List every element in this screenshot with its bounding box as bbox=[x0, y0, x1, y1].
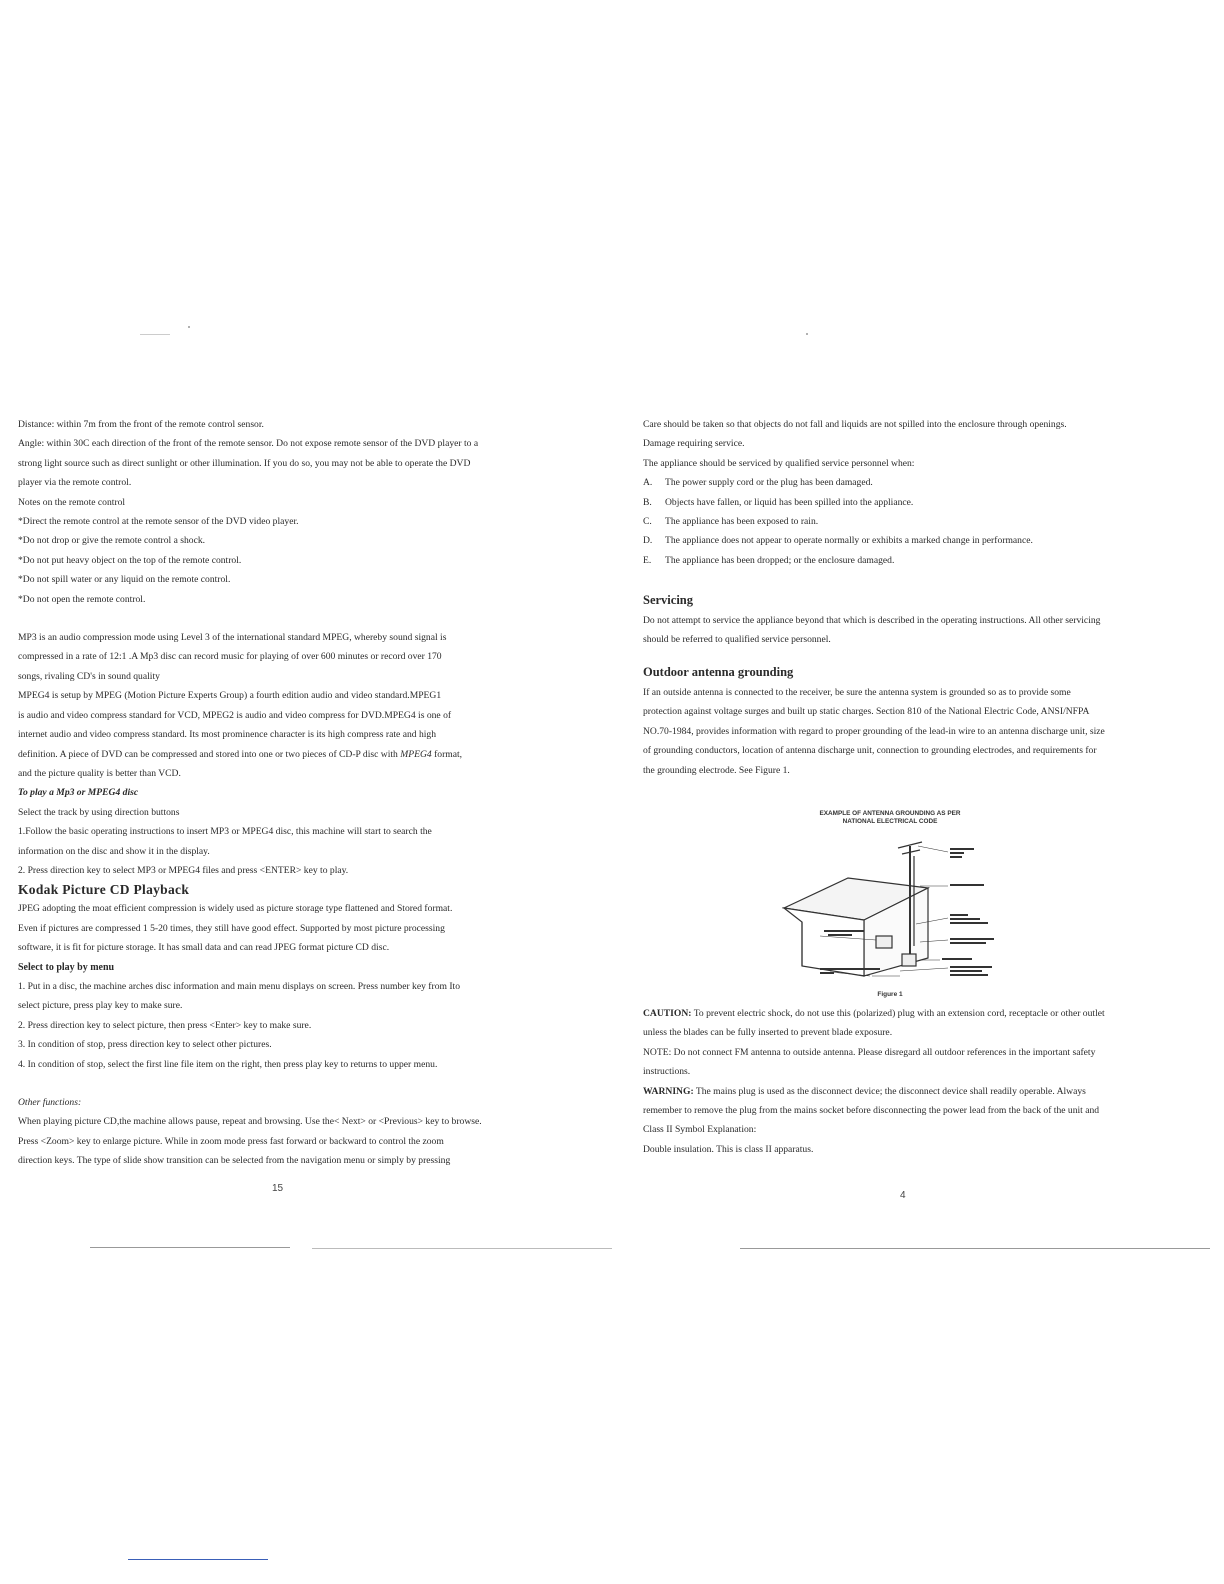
antenna-line: If an outside antenna is connected to the receiver, be sure the antenna system is grounded so as to provide some bbox=[643, 686, 1071, 698]
servicing-line: Do not attempt to service the appliance beyond that which is described in the operating instructions. All other servicing bbox=[643, 614, 1101, 626]
warning-line: remember to remove the plug from the mains socket before disconnecting the power lead from the back of the unit and bbox=[643, 1105, 1100, 1117]
left-page-column bbox=[18, 415, 598, 1171]
remote-range-line: Angle: within 30C each direction of the front of the remote sensor. Do not expose remote sensor of the DVD player to a bbox=[18, 438, 479, 450]
paragraph-gap bbox=[18, 609, 598, 628]
care-line: Care should be taken so that objects do not fall and liquids are not spilled into the enclosure through openings. bbox=[643, 419, 1067, 430]
service-list-item bbox=[643, 512, 1203, 531]
caution-text: To prevent electric shock, do not use this (polarized) plug with an extension cord, receptacle or other outlet bbox=[691, 1008, 1105, 1019]
select-line: 1. Put in a disc, the machine arches disc information and main menu displays on screen. Press number key from Ito bbox=[18, 980, 461, 992]
scan-line bbox=[90, 1247, 290, 1248]
list-text: Objects have fallen, or liquid has been spilled into the appliance. bbox=[665, 496, 914, 508]
scan-line bbox=[128, 1559, 268, 1560]
play-line: Select the track by using direction buttons bbox=[18, 806, 180, 818]
service-list-item bbox=[643, 493, 1203, 512]
select-line: 3. In condition of stop, press direction key to select other pictures. bbox=[18, 1039, 272, 1051]
play-line: information on the disc and show it in the display. bbox=[18, 845, 210, 857]
select-line: select picture, press play key to make sure. bbox=[18, 1000, 183, 1012]
mp3-line: and the picture quality is better than VCD. bbox=[18, 767, 181, 779]
caution-line: unless the blades can be fully inserted to prevent blade exposure. bbox=[643, 1027, 893, 1039]
mp3-line: is audio and video compress standard for VCD, MPEG2 is audio and video compress for DVD.MPEG4 is one of bbox=[18, 709, 452, 721]
mp3-line: internet audio and video compress standard. Its most prominence character is its high compress rate and high bbox=[18, 729, 437, 741]
kodak-line: Even if pictures are compressed 1 5-20 times, they still have good effect. Supported by most picture processing bbox=[18, 922, 445, 934]
list-letter: A. bbox=[643, 477, 653, 489]
caution-line bbox=[643, 1004, 1203, 1023]
remote-range-line: Distance: within 7m from the front of the remote control sensor. bbox=[18, 419, 264, 430]
servicing-heading: Servicing bbox=[643, 593, 693, 608]
list-letter: B. bbox=[643, 496, 652, 508]
service-list-item bbox=[643, 473, 1203, 492]
note-line: instructions. bbox=[643, 1066, 691, 1078]
figure-caption: Figure 1 bbox=[877, 991, 903, 998]
remote-notes-line: *Do not drop or give the remote control a shock. bbox=[18, 535, 206, 547]
paragraph-gap bbox=[18, 1074, 598, 1093]
mp3-line-end: format, bbox=[431, 748, 463, 760]
list-text: The appliance has been exposed to rain. bbox=[665, 516, 819, 528]
warning-line: Class II Symbol Explanation: bbox=[643, 1124, 757, 1136]
remote-notes-line: *Do not open the remote control. bbox=[18, 593, 146, 605]
mp3-line: compressed in a rate of 12:1 .A Mp3 disc can record music for playing of over 600 minutes or record over 170 bbox=[18, 651, 442, 663]
list-letter: D. bbox=[643, 535, 653, 547]
list-text: The appliance does not appear to operate normally or exhibits a marked change in performance. bbox=[665, 535, 1033, 547]
warning-line bbox=[643, 1082, 1203, 1101]
select-line: 4. In condition of stop, select the first line file item on the right, then press play key to returns to upper menu. bbox=[18, 1058, 438, 1070]
play-line: 1.Follow the basic operating instructions to insert MP3 or MPEG4 disc, this machine will start to search the bbox=[18, 826, 432, 838]
warning-text: The mains plug is used as the disconnect device; the disconnect device shall readily operable. Always bbox=[693, 1085, 1086, 1097]
mp3-line: songs, rivaling CD's in sound quality bbox=[18, 670, 160, 682]
mp3-line: MP3 is an audio compression mode using Level 3 of the international standard MPEG, whereby sound signal is bbox=[18, 632, 447, 644]
select-line: 2. Press direction key to select picture, then press <Enter> key to make sure. bbox=[18, 1019, 312, 1031]
mp3-line bbox=[18, 745, 598, 764]
servicing-line: should be referred to qualified service personnel. bbox=[643, 634, 831, 646]
warning-label: WARNING: bbox=[643, 1085, 694, 1097]
scan-speck bbox=[188, 326, 190, 328]
list-text: The power supply cord or the plug has been damaged. bbox=[665, 477, 873, 489]
care-line: Damage requiring service. bbox=[643, 438, 745, 450]
kodak-line: software, it is fit for picture storage. It has small data and can read JPEG format picture CD disc. bbox=[18, 942, 390, 954]
kodak-heading: Kodak Picture CD Playback bbox=[18, 882, 190, 898]
list-letter: C. bbox=[643, 516, 652, 528]
remote-notes-line: *Do not spill water or any liquid on the remote control. bbox=[18, 574, 231, 586]
figure-title: EXAMPLE OF ANTENNA GROUNDING AS PER bbox=[819, 810, 961, 817]
list-text: The appliance has been dropped; or the enclosure damaged. bbox=[665, 554, 895, 566]
kodak-line: JPEG adopting the moat efficient compression is widely used as picture storage type flattened and Stored format. bbox=[18, 903, 453, 915]
other-line: direction keys. The type of slide show transition can be selected from the navigation menu or simply by pressing bbox=[18, 1155, 451, 1167]
remote-notes-line: *Do not put heavy object on the top of the remote control. bbox=[18, 554, 242, 566]
antenna-line: NO.70-1984, provides information with regard to proper grounding of the lead-in wire to an antenna discharge unit, size bbox=[643, 725, 1105, 737]
remote-range-line: player via the remote control. bbox=[18, 477, 132, 489]
right-page-number: 4 bbox=[900, 1190, 906, 1201]
remote-notes-line: *Direct the remote control at the remote sensor of the DVD video player. bbox=[18, 516, 299, 528]
list-letter: E. bbox=[643, 554, 652, 566]
caution-label: CAUTION: bbox=[643, 1008, 692, 1019]
service-list-item bbox=[643, 531, 1203, 550]
mp3-line: MPEG4 is setup by MPEG (Motion Picture Experts Group) a fourth edition audio and video standard.MPEG1 bbox=[18, 690, 442, 702]
scan-line bbox=[740, 1248, 1210, 1249]
other-functions-heading: Other functions: bbox=[18, 1097, 82, 1108]
house-antenna-diagram bbox=[780, 826, 1000, 986]
right-page-lower bbox=[643, 1004, 1203, 1159]
scan-line bbox=[312, 1248, 612, 1249]
paragraph-gap bbox=[643, 649, 1203, 663]
other-line: Press <Zoom> key to enlarge picture. While in zoom mode press fast forward or backward to control the zoom bbox=[18, 1135, 444, 1147]
scan-speck bbox=[806, 333, 808, 335]
service-list-item bbox=[643, 551, 1203, 570]
play-line: 2. Press direction key to select MP3 or MPEG4 files and press <ENTER> key to play. bbox=[18, 864, 349, 876]
note-line: NOTE: Do not connect FM antenna to outside antenna. Please disregard all outdoor references in the important safety bbox=[643, 1046, 1096, 1058]
antenna-line: protection against voltage surges and built up static charges. Section 810 of the National Electric Code, ANSI/NFPA bbox=[643, 706, 1090, 718]
antenna-line: the grounding electrode. See Figure 1. bbox=[643, 764, 790, 776]
play-mp3-heading: To play a Mp3 or MPEG4 disc bbox=[18, 787, 139, 799]
warning-line: Double insulation. This is class II apparatus. bbox=[643, 1143, 814, 1155]
select-menu-heading: Select to play by menu bbox=[18, 961, 115, 973]
care-line: The appliance should be serviced by qualified service personnel when: bbox=[643, 457, 915, 469]
mp3-line-italic: MPEG4 bbox=[400, 748, 432, 760]
antenna-line: of grounding conductors, location of antenna discharge unit, connection to grounding electrodes, and requirements for bbox=[643, 745, 1097, 757]
antenna-grounding-figure bbox=[780, 810, 1000, 1000]
right-page-column bbox=[643, 415, 1203, 780]
left-page-number: 15 bbox=[272, 1183, 284, 1194]
antenna-heading: Outdoor antenna grounding bbox=[643, 665, 794, 680]
remote-notes-line: Notes on the remote control bbox=[18, 496, 126, 508]
scan-line bbox=[140, 334, 170, 335]
paragraph-gap bbox=[643, 570, 1203, 591]
remote-range-line: strong light source such as direct sunlight or other illumination. If you do so, you may not be able to operate the DVD bbox=[18, 457, 471, 469]
mp3-line-start: definition. A piece of DVD can be compressed and stored into one or two pieces of CD-P disc with bbox=[18, 748, 401, 760]
other-line: When playing picture CD,the machine allows pause, repeat and browsing. Use the< Next> or <Previous> key to browse. bbox=[18, 1116, 482, 1128]
figure-title: NATIONAL ELECTRICAL CODE bbox=[842, 818, 938, 825]
